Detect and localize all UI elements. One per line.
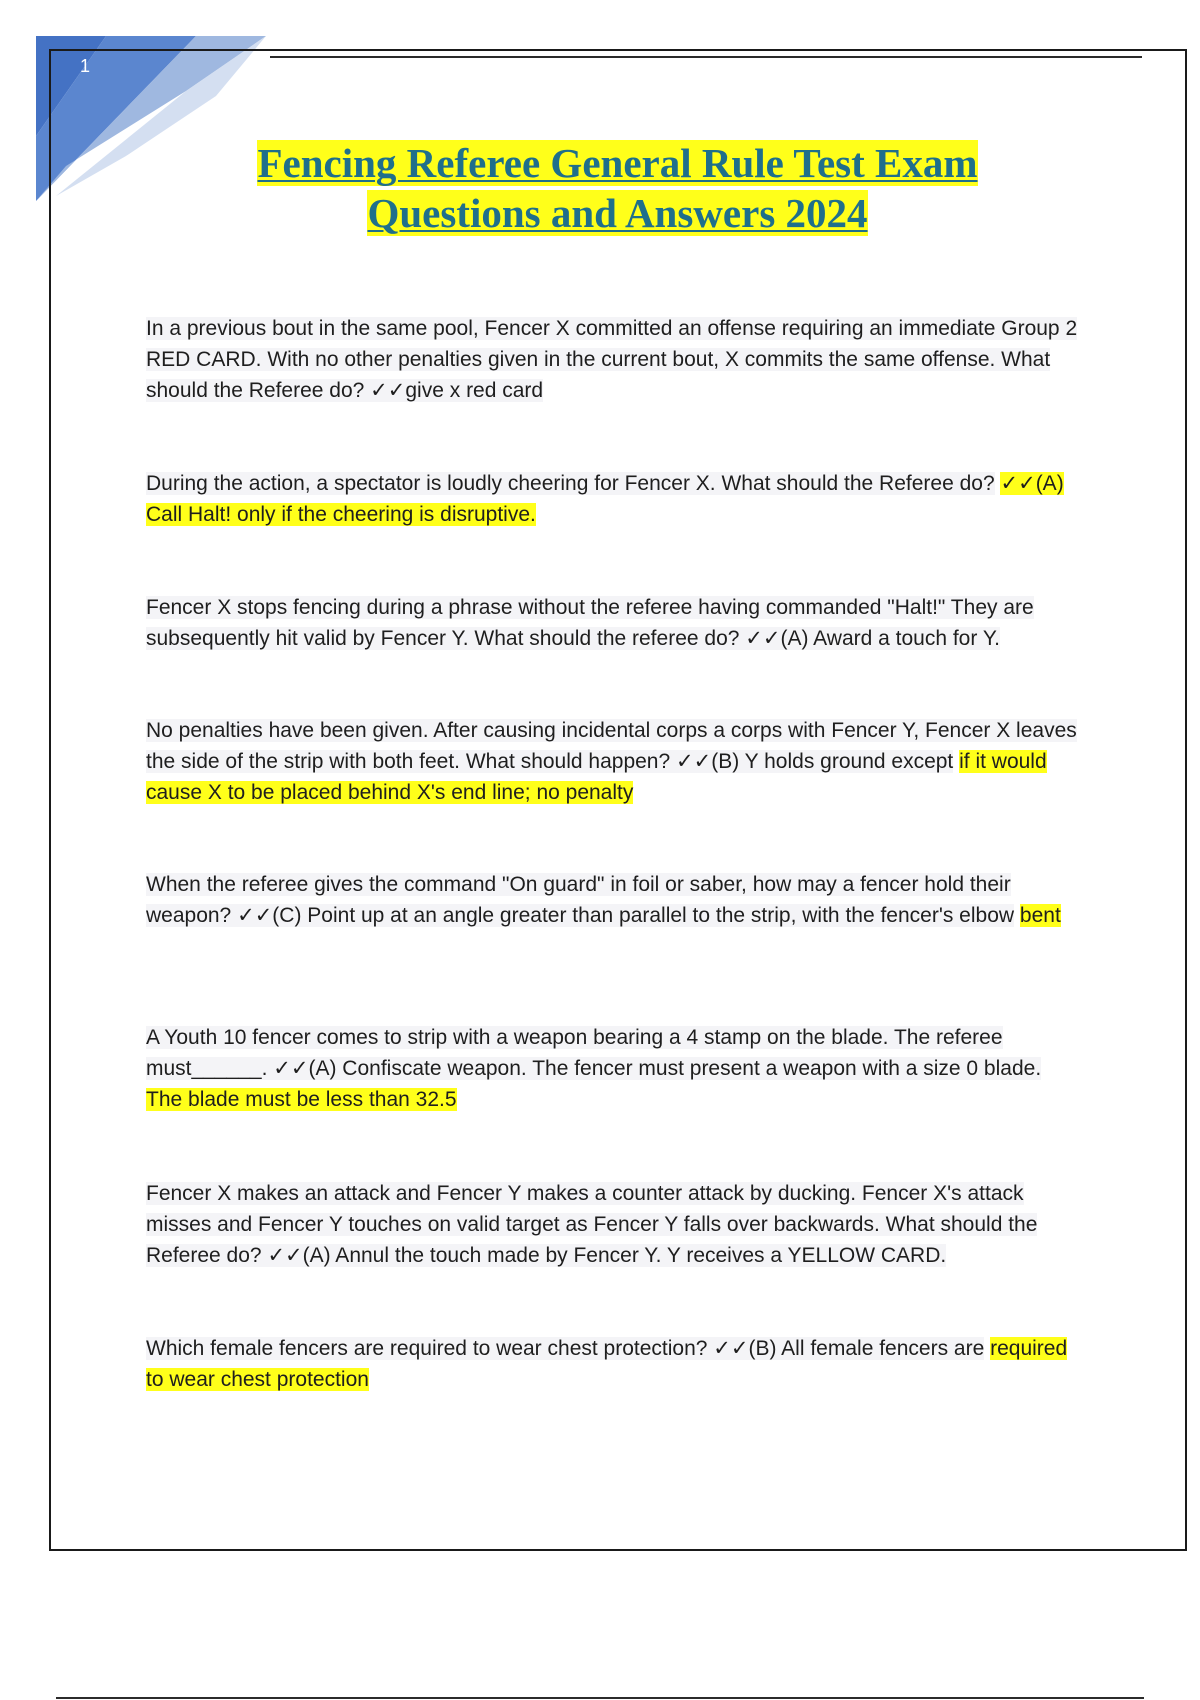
qa-item-3 [146, 592, 1081, 654]
question-text: Which female fencers are required to wear chest protection? [146, 1337, 708, 1360]
question-text: Fencer X makes an attack and Fencer Y makes a counter attack by ducking. Fencer X's attack misses and Fencer Y touches on valid target as Fencer Y falls over backwards. What should the Referee do? [146, 1182, 1038, 1267]
qa-item-6 [146, 1022, 1081, 1115]
answer-text: (A) Annul the touch made by Fencer Y. Y receives a YELLOW CARD. [302, 1244, 947, 1267]
checkmark-icon: ✓✓ [237, 904, 273, 927]
question-text: A Youth 10 fencer comes to strip with a weapon bearing a 4 stamp on the blade. The referee must______. [146, 1026, 1003, 1080]
title-line-1: Fencing Referee General Rule Test Exam [257, 140, 978, 186]
title-line-2: Questions and Answers 2024 [367, 190, 868, 236]
answer-text: (A) Confiscate weapon. The fencer must present a weapon with a size 0 blade. [308, 1057, 1042, 1080]
question-text: When the referee gives the command "On guard" in foil or saber, how may a fencer hold their weapon? [146, 873, 1011, 927]
question-text: No penalties have been given. After causing incidental corps a corps with Fencer Y, Fencer X leaves the side of the strip with both feet. What should happen? [146, 719, 1077, 773]
checkmark-icon: ✓✓ [676, 750, 712, 773]
checkmark-icon: ✓✓ [713, 1337, 749, 1360]
answer-text: (B) Y holds ground except [711, 750, 954, 773]
qa-item-7 [146, 1178, 1081, 1271]
checkmark-icon: ✓✓ [370, 379, 406, 402]
answer-text: (A) Award a touch for Y. [780, 627, 1000, 650]
answer-highlight: The blade must be less than 32.5 [146, 1088, 457, 1111]
checkmark-icon: ✓✓ [1000, 472, 1036, 495]
page-number: 1 [80, 56, 91, 76]
question-text: In a previous bout in the same pool, Fencer X committed an offense requiring an immediate Group 2 RED CARD. With no other penalties given in the current bout, X commits the same offense. What should the Referee do? [146, 317, 1078, 402]
answer-text: (C) Point up at an angle greater than parallel to the strip, with the fencer's elbow [272, 904, 1015, 927]
header-rule [270, 56, 1142, 58]
qa-item-2 [146, 468, 1081, 530]
qa-item-4 [146, 715, 1081, 808]
qa-item-8 [146, 1333, 1081, 1395]
footer-rule [56, 1697, 1144, 1699]
checkmark-icon: ✓✓ [273, 1057, 309, 1080]
checkmark-icon: ✓✓ [267, 1244, 303, 1267]
question-text: Fencer X stops fencing during a phrase without the referee having commanded "Halt!" They are subsequently hit valid by Fencer Y. What should the referee do? [146, 596, 1034, 650]
qa-item-1 [146, 313, 1081, 406]
question-text: During the action, a spectator is loudly cheering for Fencer X. What should the Referee do? [146, 472, 995, 495]
answer-text: (B) All female fencers are [748, 1337, 985, 1360]
document-title [150, 138, 1085, 238]
qa-item-5 [146, 869, 1081, 931]
answer-text: give x red card [405, 379, 544, 402]
checkmark-icon: ✓✓ [745, 627, 781, 650]
answer-highlight: bent [1019, 904, 1061, 927]
answer-highlight: if it would cause X to be placed behind X's end line; no penalty [146, 750, 1047, 804]
answer-highlight: (A) Call Halt! only if the cheering is disruptive. [146, 472, 1064, 526]
answer-highlight: required to wear chest protection [146, 1337, 1068, 1391]
